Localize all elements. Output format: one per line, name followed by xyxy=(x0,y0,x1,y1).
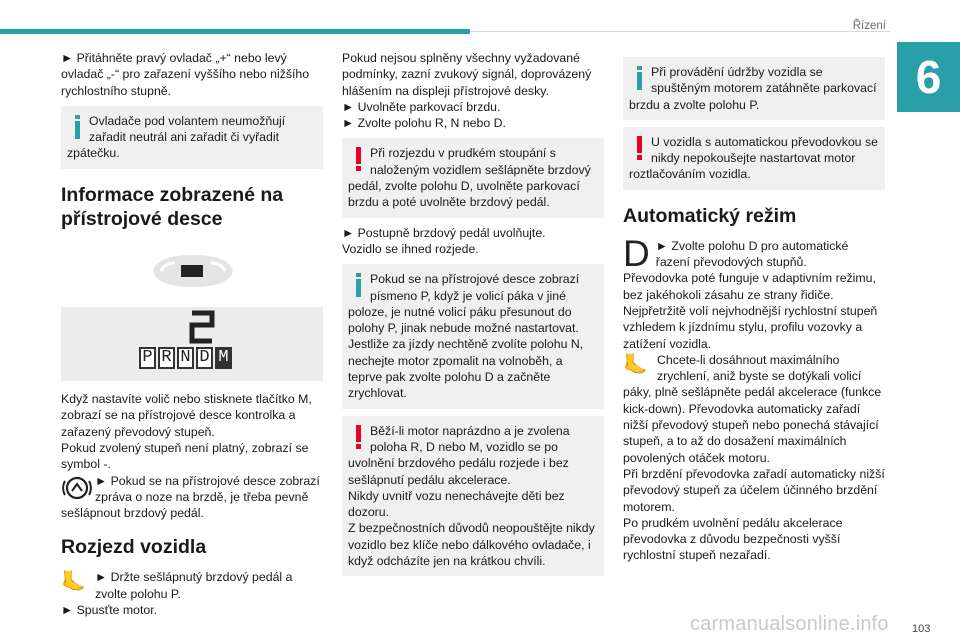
warning-text: Běží-li motor naprázdno a je zvolena poloha R, D nebo M, vozidlo se po uvolnění brzdového pedálu rozjede i bez sešlápnutí pedálu akcelerace. xyxy=(348,423,570,487)
warning-icon xyxy=(348,145,370,175)
chapter-number-tab: 6 xyxy=(897,42,960,112)
info-text: Ovladače pod volantem neumožňují zařadit neutrál ani zařadit či vyřadit zpátečku. xyxy=(67,113,286,161)
kickdown-para xyxy=(623,352,885,466)
warning-icon xyxy=(348,423,370,453)
paragraph: Převodovka poté funguje v adaptivním režimu, bez jakéhokoli zásahu ze strany řidiče. xyxy=(623,271,876,302)
warning-text: Nikdy uvnitř vozu nenechávejte děti bez dozoru. xyxy=(348,488,565,520)
paragraph: ► Pokud se na přístrojové desce zobrazí zpráva o noze na brzdě, je třeba pevně sešlápnout brzdový pedál. xyxy=(61,473,320,521)
info-box xyxy=(623,57,885,120)
page-number: 103 xyxy=(912,623,931,635)
header-divider xyxy=(470,31,890,32)
info-text: Pokud se na přístrojové desce zobrazí písmeno P, když je volicí páka v jiné poloze, je nutné volicí páku přesunout do polohy P, jinak nebude možné nastartovat. Jestliže za jízdy nechtěně zvolíte polohu N, nechejte motor zpomalit na volnoběh, a teprve pak zvolte polohu D a začněte zrychlovat. xyxy=(348,272,584,401)
column-1 xyxy=(61,50,323,618)
header-accent-bar xyxy=(0,29,470,34)
foot-on-brake-icon: 🦶 xyxy=(61,571,86,594)
gear-letter: R xyxy=(158,347,175,369)
gear-display-panel xyxy=(61,307,323,381)
paragraph: ► Zvolte polohu D pro automatické řazení převodových stupňů. xyxy=(655,238,849,270)
gear-letter: P xyxy=(139,347,156,369)
warning-box xyxy=(623,127,885,190)
paragraph: ► Zvolte polohu R, N nebo D. xyxy=(342,116,506,131)
warning-text: U vozidla s automatickou převodovkou se nikdy nepokoušejte nastartovat motor roztlačováním vozidla. xyxy=(629,134,878,182)
paragraph: Při brzdění převodovka zařadí automaticky nižší převodový stupeň za účelem účinného brzdění motorem. xyxy=(623,466,885,514)
bullet-paddle: ► Přitáhněte pravý ovladač „+“ nebo levý ovladač „-“ pro zařazení vyššího nebo nižšího rychlostního stupně. xyxy=(61,51,310,98)
paragraph: Když nastavíte volič nebo stisknete tlačítko M, zobrazí se na přístrojové desce kontrolka a zařazený převodový stupeň. xyxy=(61,392,312,439)
warning-box xyxy=(342,416,604,577)
info-box xyxy=(342,264,604,408)
chapter-title: Řízení xyxy=(852,20,886,32)
info-icon xyxy=(629,64,651,94)
paragraph: ► Držte sešlápnutý brzdový pedál a zvolte polohu P. xyxy=(95,570,293,601)
paragraph: Nejpřetržitě volí nejvhodnější rychlostní stupeň vzhledem k jízdnímu stylu, profilu vozovky a zatížení vozidla. xyxy=(623,303,878,351)
paragraph: ► Spusťte motor. xyxy=(61,603,158,618)
column-3 xyxy=(623,50,885,564)
info-icon xyxy=(67,113,89,143)
info-icon xyxy=(348,271,370,301)
warning-box xyxy=(342,138,604,217)
info-text: Při provádění údržby vozidla se spuštěným motorem zatáhněte parkovací brzdu a zvolte polohu P. xyxy=(629,65,877,112)
start-step xyxy=(61,569,323,602)
gear-selector-display xyxy=(139,347,232,369)
gear-letter: N xyxy=(177,347,194,369)
drive-mode-letter: D xyxy=(623,237,650,271)
info-box xyxy=(61,106,323,169)
warning-icon xyxy=(629,134,651,164)
paragraph: ► Uvolněte parkovací brzdu. xyxy=(342,99,501,114)
paragraph: ► Postupně brzdový pedál uvolňujte. xyxy=(342,225,546,240)
watermark: carmanualsonline.info xyxy=(690,613,889,635)
drive-step xyxy=(623,238,885,271)
gear-letter: M xyxy=(215,347,232,369)
column-2 xyxy=(342,50,604,583)
paragraph: Pokud nejsou splněny všechny vyžadované podmínky, zazní zvukový signál, doprovázený hlášením na displeji přístrojové desky. xyxy=(342,51,592,98)
instrument-panel-icon xyxy=(143,249,243,293)
paragraph: Vozidlo se ihned rozjede. xyxy=(342,241,479,256)
svg-text:2: 2 xyxy=(202,330,203,332)
paragraph: Chcete-li dosáhnout maximálního zrychlení, aniž byste se dotýkali volicí páky, plně sešlápněte pedál akcelerace (funkce kick-down). Převodovka automaticky zařadí nižší převodový stupeň nebo ponechá stávající stupeň, a to až do dosažení maximálních povolených otáček motoru. xyxy=(623,352,882,465)
foot-on-accelerator-icon: 🦶 xyxy=(623,353,648,376)
section-heading-automatic: Automatický režim xyxy=(623,204,797,227)
section-heading-dashboard: Informace zobrazené na přístrojové desce xyxy=(61,183,284,230)
warning-text: Při rozjezdu v prudkém stoupání s naloženým vozidlem sešlápněte brzdový pedál, zvolte polohu D, uvolněte parkovací brzdu a poté uvolněte brzdový pedál. xyxy=(348,146,591,210)
brake-message-para xyxy=(61,473,323,522)
paragraph: Pokud zvolený stupeň není platný, zobrazí se symbol -. xyxy=(61,440,309,472)
paragraph: Po prudkém uvolnění pedálu akcelerace převodovka z důvodu bezpečnosti vyšší rychlostní stupeň nezařadí. xyxy=(623,515,843,563)
brake-warning-icon xyxy=(61,473,95,503)
gear-letter: D xyxy=(196,347,213,369)
warning-text: Z bezpečnostních důvodů neopouštějte nikdy vozidlo bez klíče nebo dálkového ovladače, i když odcházíte jen na krátkou chvíli. xyxy=(348,521,595,569)
section-heading-start: Rozjezd vozidla xyxy=(61,536,207,559)
gear-digit-display xyxy=(189,310,215,344)
